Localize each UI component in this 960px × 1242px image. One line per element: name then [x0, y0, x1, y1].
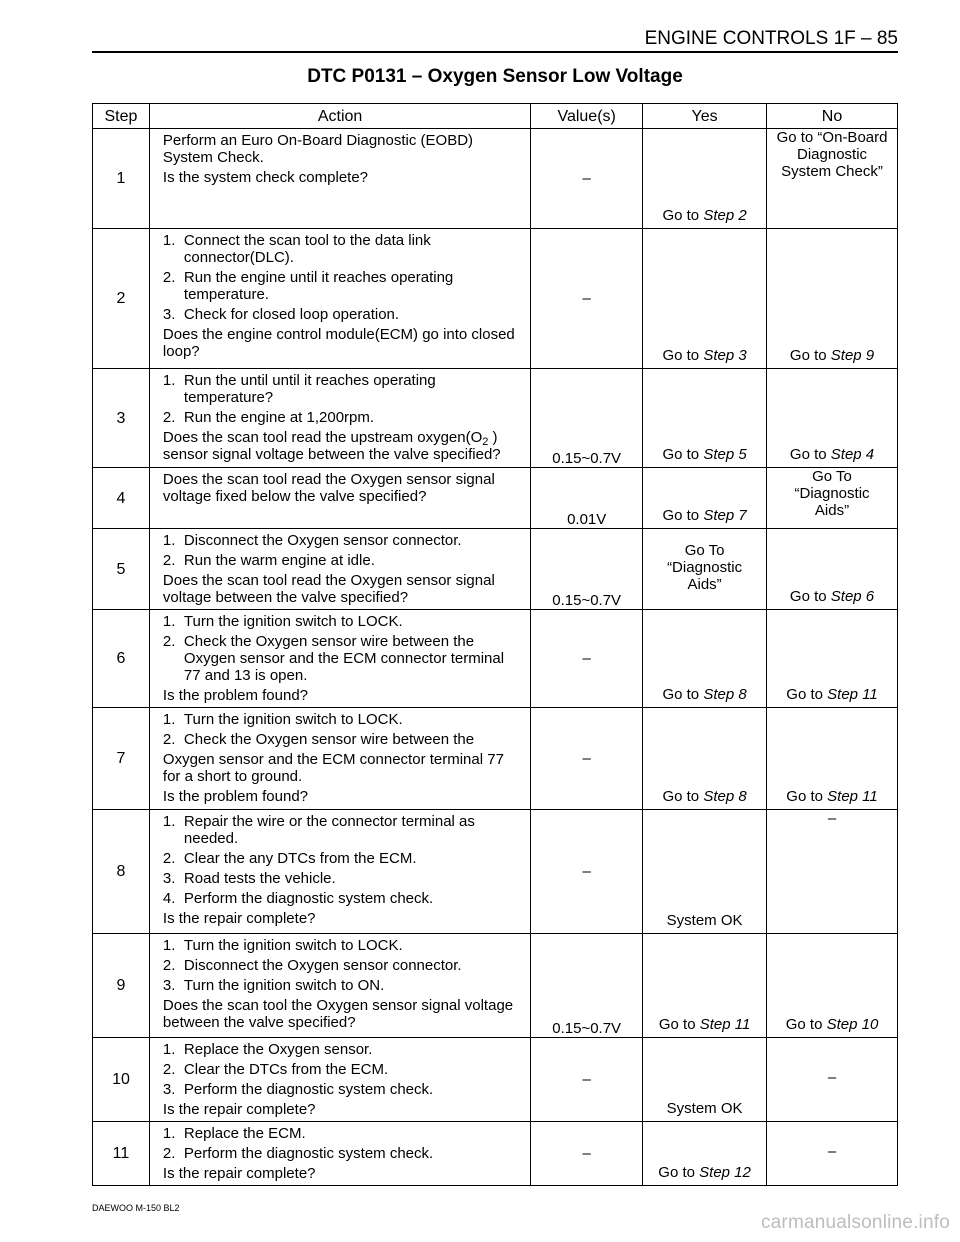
action-item: 2. Check the Oxygen sensor wire between the Oxygen sensor and the ECM connector terminal 77 and 13 is open. [162, 633, 505, 684]
step-number: 5 [93, 529, 150, 610]
action-item-text: Check the Oxygen sensor wire between the [183, 731, 475, 748]
step-action [149, 810, 530, 934]
no-step-link: Step 11 [827, 686, 878, 703]
action-text: Perform an Euro On-Board Diagnostic (EOBD) System Check. [162, 132, 474, 166]
page-header: ENGINE CONTROLS 1F – 85 [644, 28, 898, 49]
step-action [149, 708, 530, 810]
no-prefix: Go to [785, 1016, 827, 1033]
yes-prefix: Go to [658, 1016, 700, 1033]
action-item-text: Road tests the vehicle. [183, 870, 336, 887]
action-item: 1. Turn the ignition switch to LOCK. [162, 613, 403, 630]
action-question: Is the repair complete? [162, 910, 316, 927]
table-row [93, 468, 898, 529]
action-item-text: Turn the ignition switch to ON. [183, 977, 385, 994]
yes-step-link: Step 3 [703, 347, 747, 364]
no-prefix: Go to [786, 686, 828, 703]
action-question: Is the repair complete? [162, 1165, 316, 1182]
step-value: – [531, 229, 643, 369]
action-item-text: Perform the diagnostic system check. [183, 1145, 434, 1162]
action-item-text: Check for closed loop operation. [183, 306, 400, 323]
action-item: 1. Repair the wire or the connector terminal as needed. [162, 813, 475, 847]
action-question: Does the scan tool read the Oxygen sensor signal voltage between the valve specified? [162, 572, 495, 606]
action-question [163, 429, 524, 463]
step-value: – [531, 810, 643, 934]
step-action [149, 610, 530, 708]
step-value: – [531, 610, 643, 708]
page-title: DTC P0131 – Oxygen Sensor Low Voltage [307, 66, 683, 87]
no-step-link: Step 9 [830, 347, 875, 364]
step-number: 3 [93, 369, 150, 468]
yes-step-link: Step 8 [703, 788, 747, 805]
action-item: 1. Replace the Oxygen sensor. [162, 1041, 373, 1058]
action-item: 1. Disconnect the Oxygen sensor connector. [162, 532, 462, 549]
action-question: Is the system check complete? [162, 169, 369, 186]
action-item-text: Turn the ignition switch to LOCK. [183, 613, 403, 630]
watermark: carmanualsonline.info [760, 1212, 950, 1233]
step-action [149, 1038, 530, 1122]
table-row [93, 610, 898, 708]
step-no [767, 934, 898, 1038]
column-header-no: No [767, 104, 898, 129]
action-item-text: Perform the diagnostic system check. [183, 1081, 434, 1098]
action-item: 1. Connect the scan tool to the data link connector(DLC). [162, 232, 431, 266]
step-action [149, 229, 530, 369]
step-no: Go To “Diagnostic Aids” [767, 468, 898, 529]
step-no: – [767, 1122, 898, 1186]
yes-step-link: Step 8 [703, 686, 747, 703]
step-yes: System OK [643, 810, 767, 934]
action-item-text: Repair the wire or the connector terminal as needed. [183, 813, 475, 847]
document-code: DAEWOO M-150 BL2 [92, 1203, 180, 1213]
question-text: ) sensor signal voltage between the valve specified? [162, 429, 501, 463]
step-yes: Go To “Diagnostic Aids” [643, 529, 767, 610]
action-question: Does the engine control module(ECM) go into closed loop? [162, 326, 515, 360]
table-row [93, 1122, 898, 1186]
yes-prefix: Go to [662, 446, 704, 463]
step-action [149, 529, 530, 610]
yes-step-link: Step 11 [699, 1016, 751, 1033]
table-row [93, 810, 898, 934]
step-value: – [531, 1122, 643, 1186]
action-item: 1. Turn the ignition switch to LOCK. [162, 937, 403, 954]
action-item: 1. Run the until until it reaches operating temperature? [162, 372, 436, 406]
table-row [93, 229, 898, 369]
step-value: 0.15~0.7V [531, 934, 643, 1038]
no-prefix: Go to [789, 588, 831, 605]
step-yes [643, 229, 767, 369]
action-item-text: Run the warm engine at idle. [183, 552, 375, 569]
table-row [93, 708, 898, 810]
step-no: – [767, 1038, 898, 1122]
no-step-link: Step 10 [826, 1016, 879, 1033]
action-question: Is the problem found? [162, 687, 309, 704]
step-value: – [531, 129, 643, 229]
yes-prefix: Go to [662, 788, 704, 805]
no-step-link: Step 6 [830, 588, 875, 605]
no-step-link: Step 11 [827, 788, 878, 805]
step-action [149, 934, 530, 1038]
yes-prefix: Go to [658, 1164, 700, 1181]
step-yes: System OK [643, 1038, 767, 1122]
no-prefix: Go to [789, 446, 831, 463]
action-item-text: Clear the any DTCs from the ECM. [183, 850, 417, 867]
action-item-text: Replace the Oxygen sensor. [183, 1041, 373, 1058]
action-item: 3. Road tests the vehicle. [162, 870, 336, 887]
step-value: 0.01V [531, 468, 643, 529]
action-item-text: Perform the diagnostic system check. [183, 890, 434, 907]
table-row [93, 1038, 898, 1122]
action-item: 2. Run the warm engine at idle. [162, 552, 375, 569]
action-item: 2. Clear the DTCs from the ECM. [162, 1061, 389, 1078]
column-header-step: Step [93, 104, 150, 129]
step-number: 6 [93, 610, 150, 708]
table-header-row [93, 104, 898, 129]
action-question: Is the problem found? [162, 788, 309, 805]
step-yes [643, 129, 767, 229]
action-item-text: Run the engine at 1,200rpm. [183, 409, 375, 426]
action-item: 2. Run the engine at 1,200rpm. [162, 409, 375, 426]
step-no [767, 369, 898, 468]
step-yes [643, 708, 767, 810]
action-item-text: Turn the ignition switch to LOCK. [183, 711, 403, 728]
action-item-text: Turn the ignition switch to LOCK. [183, 937, 403, 954]
table-row [93, 934, 898, 1038]
step-yes [643, 1122, 767, 1186]
yes-prefix: Go to [662, 347, 704, 364]
step-action [149, 129, 530, 229]
step-value: – [531, 1038, 643, 1122]
table-row [93, 369, 898, 468]
step-no [767, 610, 898, 708]
yes-step-link: Step 2 [703, 207, 747, 224]
action-item: 4. Perform the diagnostic system check. [162, 890, 434, 907]
step-action [149, 468, 530, 529]
yes-step-link: Step 5 [703, 446, 747, 463]
step-number: 2 [93, 229, 150, 369]
step-yes [643, 610, 767, 708]
step-no: Go to “On-Board Diagnostic System Check” [767, 129, 898, 229]
action-item-text: Run the engine until it reaches operating temperature. [183, 269, 454, 303]
action-item: 3. Turn the ignition switch to ON. [162, 977, 385, 994]
diagnostic-table [92, 103, 898, 1186]
step-value: – [531, 708, 643, 810]
action-item-text: Connect the scan tool to the data link connector(DLC). [183, 232, 431, 266]
action-item-text: Clear the DTCs from the ECM. [183, 1061, 389, 1078]
action-item: 1. Turn the ignition switch to LOCK. [162, 711, 403, 728]
action-item: 3. Perform the diagnostic system check. [162, 1081, 434, 1098]
no-prefix: Go to [786, 788, 828, 805]
action-continuation: Oxygen sensor and the ECM connector terminal 77 for a short to ground. [162, 751, 504, 785]
step-no: – [767, 810, 898, 934]
no-prefix: Go to [789, 347, 831, 364]
step-no [767, 708, 898, 810]
column-header-action: Action [149, 104, 530, 129]
yes-prefix: Go to [662, 507, 704, 524]
action-item: 2. Check the Oxygen sensor wire between the [162, 731, 475, 748]
step-number: 4 [93, 468, 150, 529]
column-header-values: Value(s) [531, 104, 643, 129]
action-question: Does the scan tool the Oxygen sensor signal voltage between the valve specified? [162, 997, 514, 1031]
action-item-text: Check the Oxygen sensor wire between the Oxygen sensor and the ECM connector terminal 77 and 13 is open. [183, 633, 505, 684]
header-rule [92, 51, 898, 53]
no-step-link: Step 4 [830, 446, 875, 463]
step-number: 8 [93, 810, 150, 934]
action-item-text: Run the until until it reaches operating temperature? [183, 372, 436, 406]
action-item: 2. Disconnect the Oxygen sensor connector. [162, 957, 462, 974]
step-number: 11 [93, 1122, 150, 1186]
step-action [149, 369, 530, 468]
action-item-text: Disconnect the Oxygen sensor connector. [183, 957, 462, 974]
action-item: 2. Clear the any DTCs from the ECM. [162, 850, 417, 867]
action-question: Is the repair complete? [162, 1101, 316, 1118]
yes-step-link: Step 12 [699, 1164, 751, 1181]
subscript: 2 [482, 436, 489, 448]
table-row [93, 529, 898, 610]
step-no [767, 229, 898, 369]
step-yes [643, 468, 767, 529]
step-yes [643, 934, 767, 1038]
action-item: 2. Run the engine until it reaches operating temperature. [162, 269, 454, 303]
column-header-yes: Yes [643, 104, 767, 129]
yes-prefix: Go to [662, 207, 704, 224]
yes-step-link: Step 7 [703, 507, 747, 524]
step-number: 7 [93, 708, 150, 810]
step-number: 10 [93, 1038, 150, 1122]
action-item-text: Disconnect the Oxygen sensor connector. [183, 532, 462, 549]
step-number: 9 [93, 934, 150, 1038]
step-action [149, 1122, 530, 1186]
question-text: Does the scan tool read the upstream oxygen(O [162, 429, 483, 446]
action-item: 2. Perform the diagnostic system check. [162, 1145, 434, 1162]
action-item-text: Replace the ECM. [183, 1125, 306, 1142]
table-row [93, 129, 898, 229]
action-item: 3. Check for closed loop operation. [162, 306, 400, 323]
yes-prefix: Go to [662, 686, 704, 703]
step-no [767, 529, 898, 610]
step-value: 0.15~0.7V [531, 529, 643, 610]
action-question: Does the scan tool read the Oxygen sensor signal voltage fixed below the valve specified? [162, 471, 495, 505]
step-value: 0.15~0.7V [531, 369, 643, 468]
action-item: 1. Replace the ECM. [162, 1125, 306, 1142]
step-number: 1 [93, 129, 150, 229]
step-yes [643, 369, 767, 468]
